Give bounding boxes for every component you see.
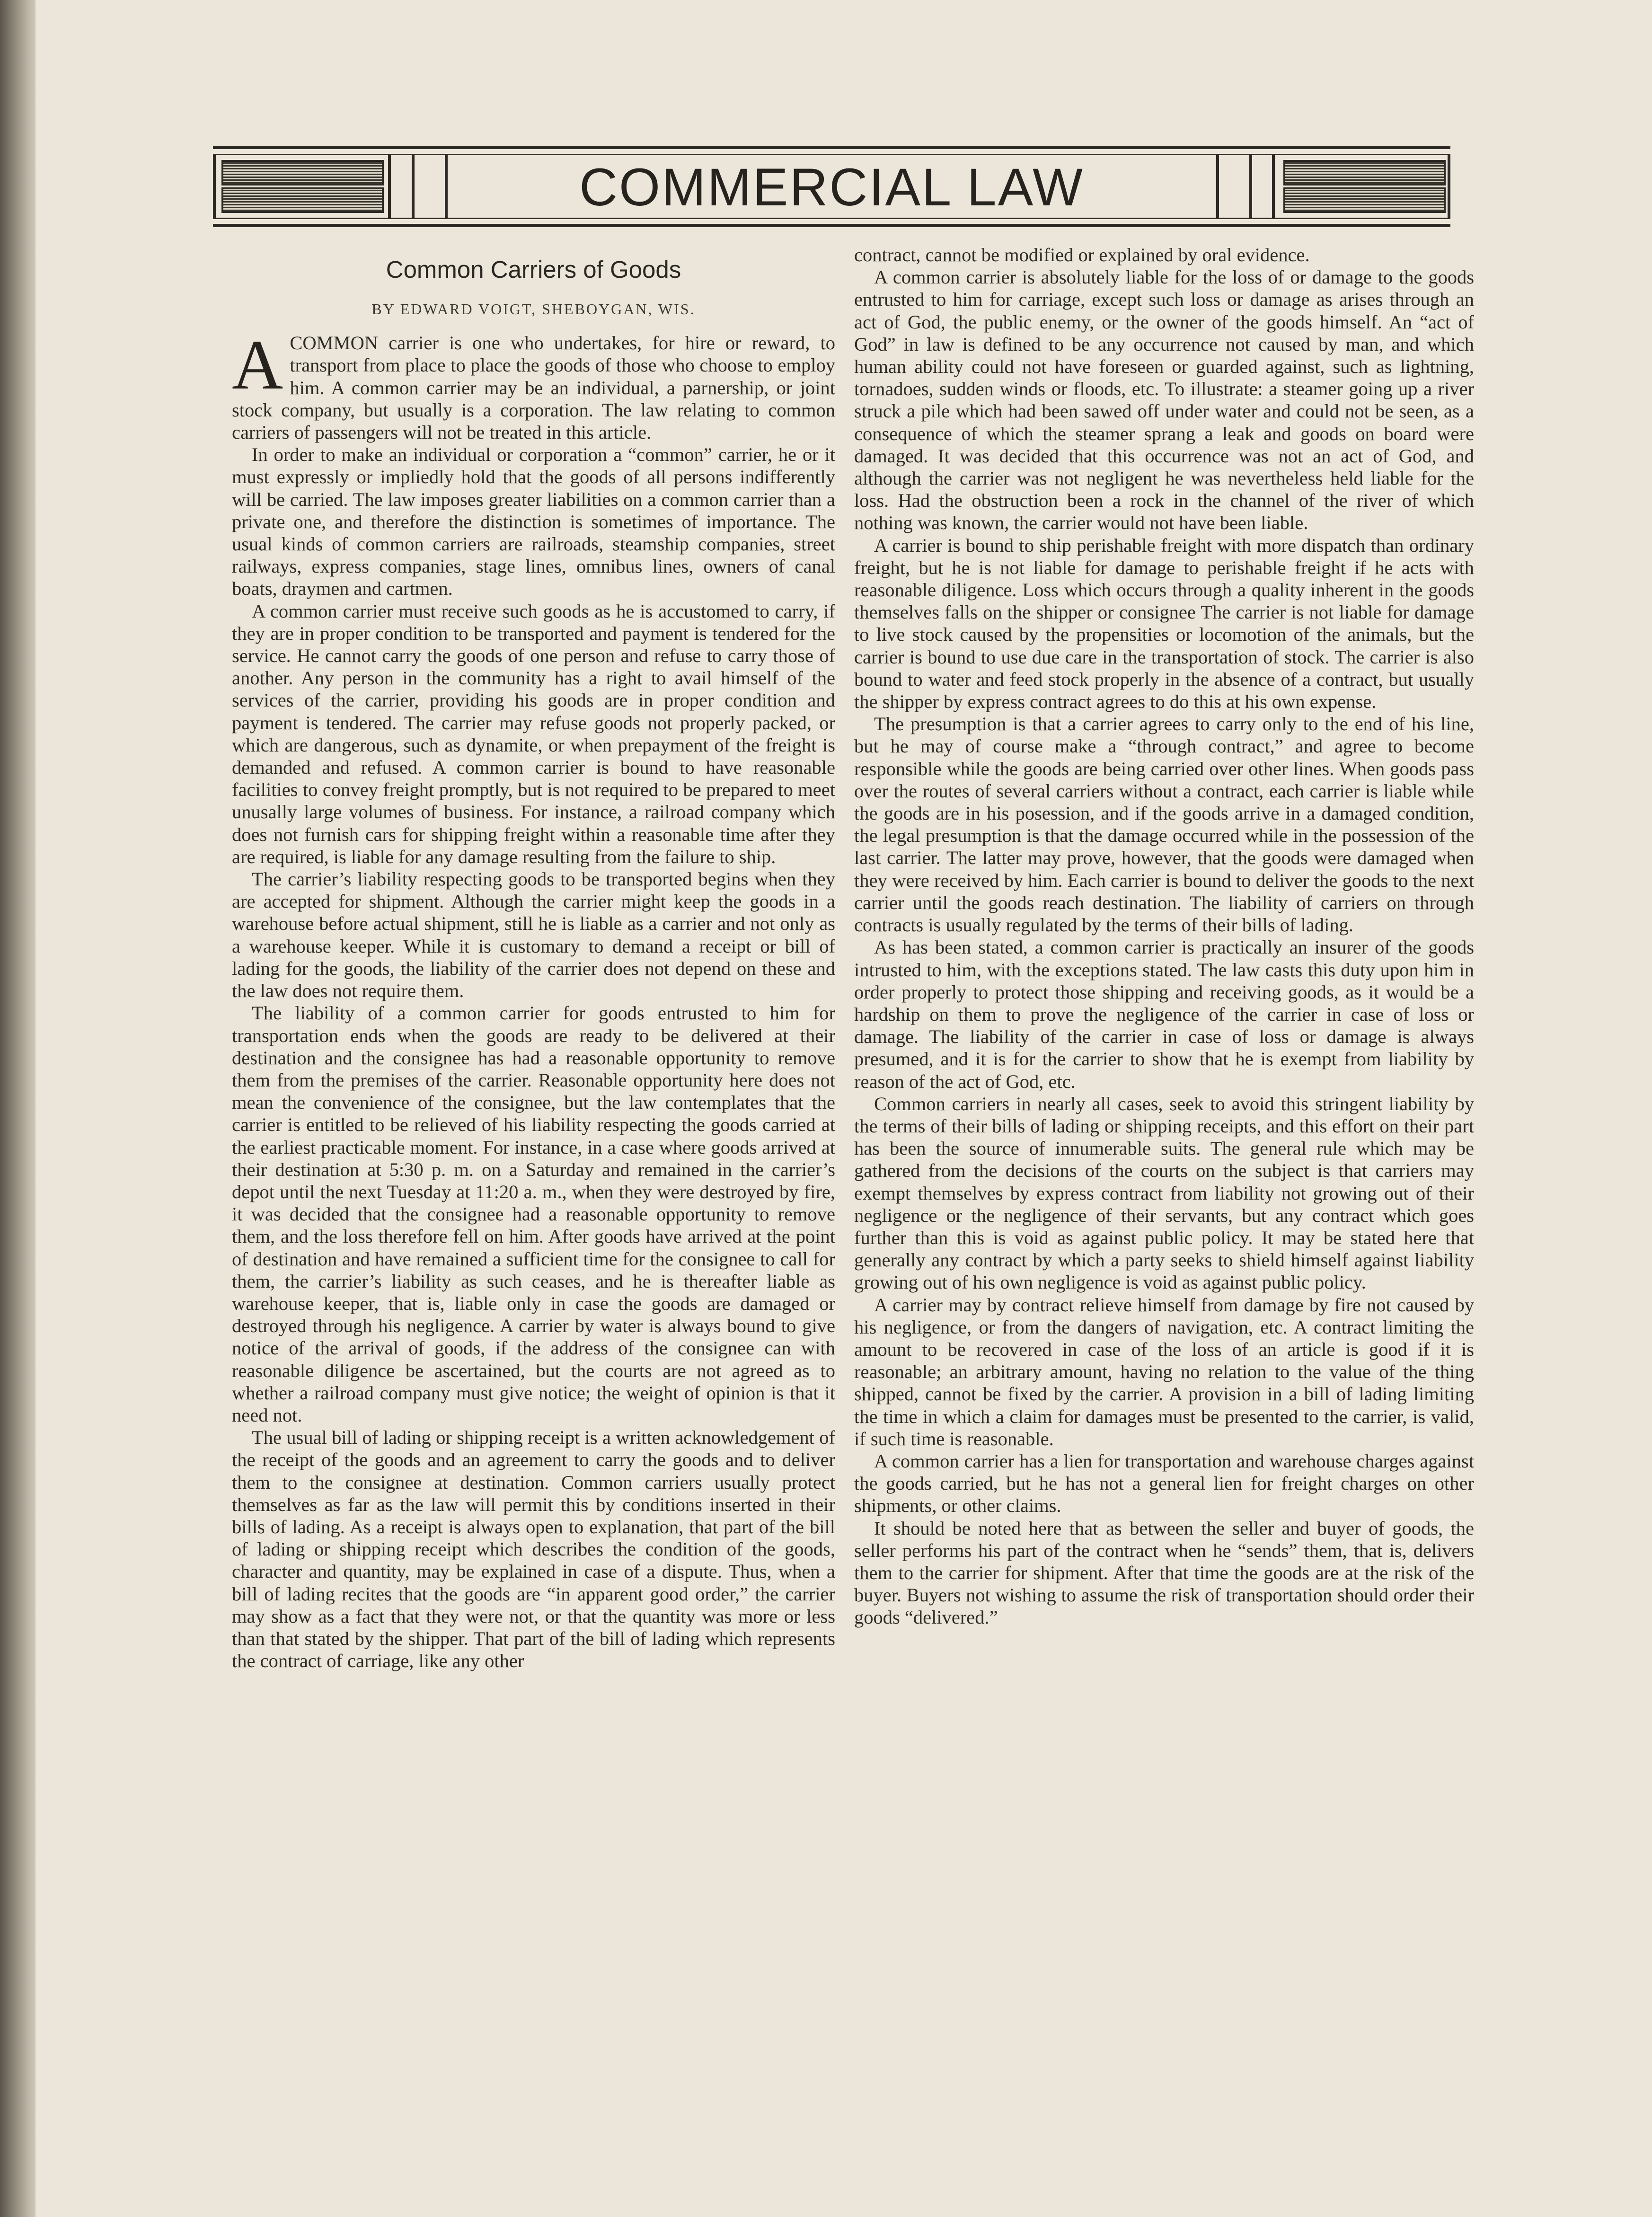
article-paragraph: The usual bill of lading or shipping receipt is a written acknowledgement of the receipt of the goods and an agreement to carry the goods and to deliver them to the consignee at destination. Common carriers usually protect themselves as far as the law will permit this by conditions inserted in their bills of lading. As a receipt is always open to explanation, that part of the bill of lading or shipping receipt which describes the condition of the goods, character and quantity, may be explained in case of a dispute. Thus, when a bill of lading recites that the goods are “in apparent good order,” the carrier may show as a fact that they were not, or that the quantity was more or less than that stated by the shipper. That part of the bill of lading which represents the contract of carriage, like any other [232,1427,835,1672]
article-continued-line: contract, cannot be modified or explained by oral evidence. [854,244,1310,265]
section-title: COMMERCIAL LAW [579,158,1084,217]
article-paragraph: It should be noted here that as between the seller and buyer of goods, the seller performs his part of the contract when he “sends” them, that is, delivers them to the carrier for shipment. After that time the goods are at the risk of the buyer. Buyers not wishing to assume the risk of transportation should order their goods “delivered.” [854,1517,1474,1628]
article-column-right [854,244,1474,1629]
article-title: Common Carriers of Goods [386,256,681,283]
banner-rule-right-3 [1272,154,1275,219]
article-paragraph: The carrier’s liability respecting goods to be transported begins when they are accepted for shipment. Although the carrier might keep the goods in a warehouse before actual shipment, still he is liable as a carrier and not only as a warehouse keeper. While it is customary to demand a receipt or bill of lading for the goods, the liability of the carrier does not depend on these and the law does not require them. [232,868,835,1002]
drop-cap: A [232,326,283,405]
article-paragraph: ACOMMON carrier is one who undertakes, for hire or reward, to transport from place to place the goods of those who choose to employ him. A common carrier may be an individual, a parnership, or joint stock company, but usually is a corporation. The law relating to common carriers of passengers will not be treated in this article. [232,326,835,443]
article-column-left [232,251,835,1672]
article-paragraph: A common carrier must receive such goods as he is accustomed to carry, if they are in proper condition to be transported and payment is tendered for the service. He cannot carry the goods of one person and refuse to carry those of another. Any person in the community has a right to avail himself of the services of the carrier, providing his goods are in proper condition and payment is tendered. The carrier may refuse goods not properly packed, or which are dangerous, such as dynamite, or when prepayment of the freight is demanded and refused. A common carrier is bound to have reasonable facilities to convey freight promptly, but is not required to be prepared to meet unusally large volumes of business. For instance, a railroad company which does not furnish cars for shipping freight within a reasonable time after they are required, is liable for any damage resulting from the failure to ship. [232,600,835,867]
article-paragraph: Common carriers in nearly all cases, seek to avoid this stringent liability by the terms of their bills of lading or shipping receipts, and this effort on their part has been the source of innumerable suits. The general rule which may be gathered from the decisions of the courts on the subject is that carriers may exempt themselves by express contract from liability not growing out of their negligence or the negligence of their servants, but any contract which goes further than this is void as against public policy. It may be stated here that generally any contract by which a party seeks to shield himself against liability growing out of his own negligence is void as against public policy. [854,1093,1474,1293]
article-paragraph: In order to make an individual or corporation a “common” carrier, he or it must expressly or impliedly hold that the goods of all persons indifferently will be carried. The law imposes greater liabilities on a common carrier than a private one, and therefore the distinction is sometimes of importance. The usual kinds of common carriers are railroads, steamship companies, street railways, express companies, stage lines, omnibus lines, owners of canal boats, draymen and cartmen. [232,444,835,600]
article-paragraph: The presumption is that a carrier agrees to carry only to the end of his line, but he may of course make a “through contract,” and agree to become responsible while the goods are being carried over other lines. When goods pass over the routes of several carriers without a contract, each carrier is liable while the goods are in his posession, and if the goods arrive in a damaged condition, the legal presumption is that the damage occurred while in the possession of the last carrier. The latter may prove, however, that the goods were damaged when they were received by him. Each carrier is bound to deliver the goods to the next carrier until the goods reach destination. The liability of carriers on through contracts is usually regulated by the terms of their bills of lading. [854,713,1474,936]
scan-spine-shadow [0,0,35,2217]
article-paragraph: As has been stated, a common carrier is practically an insurer of the goods intrusted to him, with the exceptions stated. The law casts this duty upon him in order properly to protect those shipping and receiving goods, as it would be a hardship on them to prove the negligence of the carrier in case of loss or damage. The liability of the carrier in case of loss or damage is always presumed, and it is for the carrier to show that he is exempt from liability by reason of the act of God, etc. [854,936,1474,1092]
article-paragraph: A common carrier is absolutely liable for the loss of or damage to the goods entrusted to him for carriage, except such loss or damage as arises through an act of God, the public enemy, or the owner of the goods himself. An “act of God” in law is defined to be any occurrence not caused by man, and which human ability could not have foreseen or guarded against, such as lightning, tornadoes, sudden winds or floods, etc. To illustrate: a steamer going up a river struck a pile which had been sawed off under water and could not be seen, as a consequence of which the steamer sprang a leak and goods on board were damaged. It was decided that this occurrence was not an act of God, and although the carrier was not negligent he was nevertheless held liable for the loss. Had the obstruction been a rock in the channel of the river of which nothing was known, the carrier would not have been liable. [854,266,1474,534]
banner-right-edge [1448,154,1450,219]
page [35,0,1652,2217]
article-paragraph: A carrier may by contract relieve himself from damage by fire not caused by his negligence, or from the dangers of navigation, etc. A contract limiting the amount to be recovered in case of the loss of an article is good if it is reasonable; an arbitrary amount, having no relation to the value of the thing shipped, cannot be fixed by the carrier. A provision in a bill of lading limiting the time in which a claim for damages must be presented to the carrier, is valid, if such time is reasonable. [854,1294,1474,1449]
banner-hatch-right-bottom [1283,187,1446,213]
article-paragraph: A carrier is bound to ship perishable freight with more dispatch than ordinary freight, but he is not liable for damage to perishable freight if he acts with reasonable diligence. Loss which occurs through a quality inherent in the goods themselves falls on the shipper or consignee The carrier is not liable for damage to live stock caused by the propensities or locomotion of the animals, but the carrier is bound to use due care in the transportation of stock. The carrier is also bound to water and feed stock properly in the absence of a contract, but usually the shipper by express contract agrees to do this at his own expense. [854,534,1474,713]
banner-hatch-right-top [1283,160,1446,185]
banner-rule-right-1 [1216,154,1219,219]
article-paragraph: A common carrier has a lien for transportation and warehouse charges against the goods carried, but he has not a general lien for freight charges on other shipments, or other claims. [854,1450,1474,1517]
banner-rule-right-2 [1249,154,1252,219]
section-banner [213,146,1450,227]
article-paragraph: The liability of a common carrier for goods entrusted to him for transportation ends when the goods are ready to be delivered at their destination and the consignee has had a reasonable opportunity to remove them from the premises of the carrier. Reasonable opportunity here does not mean the convenience of the consignee, but the law contemplates that the carrier is entitled to be relieved of his liability respecting the goods carried at the earliest practicable moment. For instance, in a case where goods arrived at their destination at 5:30 p. m. on a Saturday and remained in the carrier’s depot until the next Tuesday at 11:20 a. m., when they were destroyed by fire, it was decided that the consignee had a reasonable opportunity to remove them, and the loss therefore fell on him. After goods have arrived at the point of destination and have remained a sufficient time for the consignee to call for them, the carrier’s liability as such ceases, and he is thereafter liable as warehouse keeper, that is, liable only in case the goods are damaged or destroyed through his negligence. A carrier by water is always bound to give notice of the arrival of goods, if the address of the consignee can with reasonable diligence be ascertained, but the courts are not agreed as to whether a railroad company must give notice; the weight of opinion is that it need not. [232,1002,835,1426]
article-byline: BY EDWARD VOIGT, SHEBOYGAN, WIS. [371,300,696,318]
